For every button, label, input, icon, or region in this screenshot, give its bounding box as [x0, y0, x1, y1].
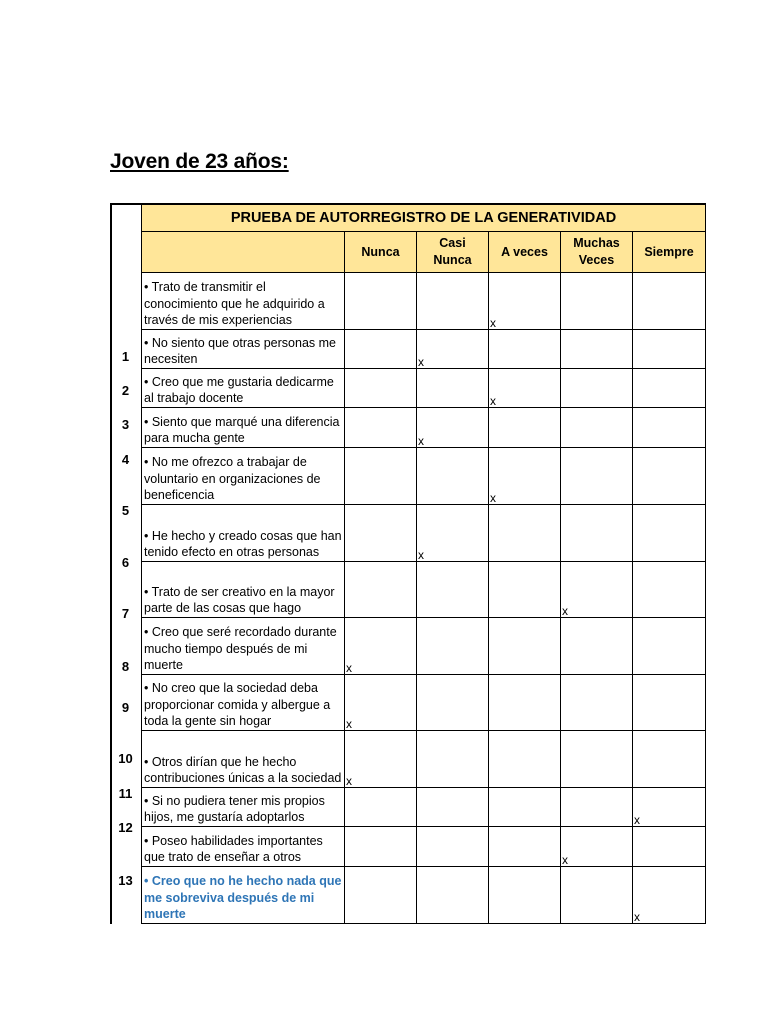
- answer-mark: x: [490, 316, 496, 330]
- answer-cell: [489, 369, 561, 408]
- table-row: [141, 330, 706, 369]
- answer-mark: x: [634, 910, 640, 924]
- statement-text: • Creo que no he hecho nada que me sobreviva después de mi muerte: [144, 874, 342, 921]
- answer-cell: [633, 562, 706, 618]
- row-number: 2: [121, 383, 130, 398]
- answer-cell: [561, 273, 633, 330]
- answer-mark: x: [346, 661, 352, 675]
- statement-cell: [141, 562, 345, 618]
- answer-mark: x: [418, 355, 424, 369]
- row-number: 13: [118, 873, 133, 888]
- answer-mark: x: [418, 548, 424, 562]
- statement-text: • Otros dirían que he hecho contribuciones únicas a la sociedad: [144, 754, 342, 785]
- table-row: [141, 562, 706, 618]
- answer-cell: [633, 675, 706, 731]
- row-number: 7: [121, 606, 130, 621]
- table-title: PRUEBA DE AUTORREGISTRO DE LA GENERATIVIDAD: [141, 203, 706, 232]
- answer-cell: [417, 369, 489, 408]
- table-row: [141, 448, 706, 505]
- answer-cell: [345, 731, 417, 788]
- header-cell-nunca: [345, 232, 417, 273]
- row-number: 9: [121, 700, 130, 715]
- answer-cell: [633, 273, 706, 330]
- statement-cell: [141, 788, 345, 827]
- answer-cell: [561, 867, 633, 924]
- table-row: [141, 867, 706, 924]
- statement-text: • Si no pudiera tener mis propios hijos, me gustaría adoptarlos: [144, 793, 325, 824]
- row-number: 5: [121, 503, 130, 518]
- answer-mark: x: [634, 813, 640, 827]
- answer-cell: [345, 448, 417, 505]
- answer-cell: [561, 448, 633, 505]
- answer-cell: [345, 505, 417, 562]
- answer-cell: [489, 505, 561, 562]
- statement-cell: [141, 675, 345, 731]
- answer-cell: [345, 675, 417, 731]
- answer-cell: [489, 273, 561, 330]
- statement-text: • Trato de transmitir el conocimiento que he adquirido a través de mis experiencias: [144, 280, 325, 327]
- answer-cell: [561, 675, 633, 731]
- row-number: 11: [118, 786, 133, 801]
- answer-cell: [417, 618, 489, 675]
- statement-text: • Creo que seré recordado durante mucho tiempo después de mi muerte: [144, 625, 337, 672]
- answer-mark: x: [490, 491, 496, 505]
- table-body: [141, 273, 706, 924]
- answer-cell: [489, 562, 561, 618]
- generativity-table: [141, 203, 706, 924]
- header-cell-muchas-veces: [561, 232, 633, 273]
- answer-cell: [561, 827, 633, 867]
- row-number: 6: [121, 555, 130, 570]
- answer-cell: [561, 408, 633, 448]
- row-number: 1: [121, 349, 130, 364]
- table-row: [141, 788, 706, 827]
- statement-cell: [141, 867, 345, 924]
- answer-cell: [345, 330, 417, 369]
- statement-cell: [141, 408, 345, 448]
- answer-cell: [345, 618, 417, 675]
- answer-cell: [633, 448, 706, 505]
- statement-text: • He hecho y creado cosas que han tenido efecto en otras personas: [144, 528, 342, 559]
- statement-text: • Poseo habilidades importantes que trato de enseñar a otros: [144, 833, 323, 864]
- answer-cell: [417, 562, 489, 618]
- answer-cell: [345, 273, 417, 330]
- answer-cell: [633, 505, 706, 562]
- answer-cell: [561, 731, 633, 788]
- table-row: [141, 273, 706, 330]
- answer-cell: [345, 408, 417, 448]
- answer-cell: [345, 788, 417, 827]
- statement-text: • Siento que marqué una diferencia para mucha gente: [144, 414, 340, 445]
- answer-cell: [561, 562, 633, 618]
- answer-cell: [489, 867, 561, 924]
- table-row: [141, 618, 706, 675]
- answer-cell: [417, 330, 489, 369]
- answer-cell: [633, 867, 706, 924]
- header-cell-a-veces: [489, 232, 561, 273]
- table-header-row: [141, 232, 706, 273]
- answer-mark: x: [562, 853, 568, 867]
- statement-text: • No me ofrezco a trabajar de voluntario en organizaciones de beneficencia: [144, 455, 321, 502]
- header-cell-siempre: [633, 232, 706, 273]
- answer-cell: [561, 330, 633, 369]
- statement-cell: [141, 731, 345, 788]
- answer-cell: [561, 369, 633, 408]
- answer-cell: [489, 675, 561, 731]
- row-number: 3: [121, 417, 130, 432]
- page-heading: Joven de 23 años:: [110, 150, 289, 173]
- answer-cell: [633, 827, 706, 867]
- answer-cell: [633, 731, 706, 788]
- answer-cell: [417, 867, 489, 924]
- header-label: Nunca: [361, 244, 400, 259]
- answer-cell: [633, 369, 706, 408]
- answer-mark: x: [562, 604, 568, 618]
- statement-cell: [141, 505, 345, 562]
- row-number: 4: [121, 452, 130, 467]
- answer-cell: [417, 448, 489, 505]
- table-row: [141, 369, 706, 408]
- header-label: A veces: [501, 244, 548, 259]
- answer-cell: [633, 788, 706, 827]
- header-label: Casi Nunca: [433, 236, 472, 267]
- answer-cell: [633, 330, 706, 369]
- statement-cell: [141, 273, 345, 330]
- answer-cell: [417, 788, 489, 827]
- statement-cell: [141, 330, 345, 369]
- answer-cell: [561, 788, 633, 827]
- statement-text: • No creo que la sociedad deba proporcionar comida y albergue a toda la gente sin hogar: [144, 681, 331, 728]
- answer-mark: x: [346, 774, 352, 788]
- answer-cell: [489, 827, 561, 867]
- statement-cell: [141, 448, 345, 505]
- answer-cell: [561, 505, 633, 562]
- header-cell-statement: [141, 232, 345, 273]
- answer-cell: [417, 675, 489, 731]
- table-row: [141, 408, 706, 448]
- row-number: 10: [118, 751, 133, 766]
- header-label: Muchas Veces: [573, 236, 620, 267]
- row-number: 8: [121, 659, 130, 674]
- statement-cell: [141, 827, 345, 867]
- answer-cell: [489, 618, 561, 675]
- answer-cell: [489, 788, 561, 827]
- statement-cell: [141, 369, 345, 408]
- answer-cell: [417, 273, 489, 330]
- header-label: Siempre: [644, 244, 694, 259]
- statement-cell: [141, 618, 345, 675]
- answer-cell: [489, 731, 561, 788]
- answer-cell: [489, 448, 561, 505]
- answer-cell: [561, 618, 633, 675]
- statement-text: • Creo que me gustaria dedicarme al trabajo docente: [144, 374, 334, 405]
- answer-cell: [417, 408, 489, 448]
- table-row: [141, 731, 706, 788]
- answer-cell: [489, 408, 561, 448]
- answer-mark: x: [346, 717, 352, 731]
- header-cell-casi-nunca: [417, 232, 489, 273]
- answer-cell: [345, 369, 417, 408]
- answer-mark: x: [490, 394, 496, 408]
- answer-cell: [417, 505, 489, 562]
- row-number: 12: [118, 820, 133, 835]
- table-row: [141, 675, 706, 731]
- answer-cell: [345, 562, 417, 618]
- answer-cell: [345, 827, 417, 867]
- answer-cell: [633, 618, 706, 675]
- table-row: [141, 505, 706, 562]
- table-row: [141, 827, 706, 867]
- statement-text: • No siento que otras personas me necesiten: [144, 335, 336, 366]
- answer-cell: [489, 330, 561, 369]
- answer-mark: x: [418, 434, 424, 448]
- answer-cell: [417, 731, 489, 788]
- statement-text: • Trato de ser creativo en la mayor parte de las cosas que hago: [144, 584, 335, 615]
- answer-cell: [345, 867, 417, 924]
- answer-cell: [633, 408, 706, 448]
- answer-cell: [417, 827, 489, 867]
